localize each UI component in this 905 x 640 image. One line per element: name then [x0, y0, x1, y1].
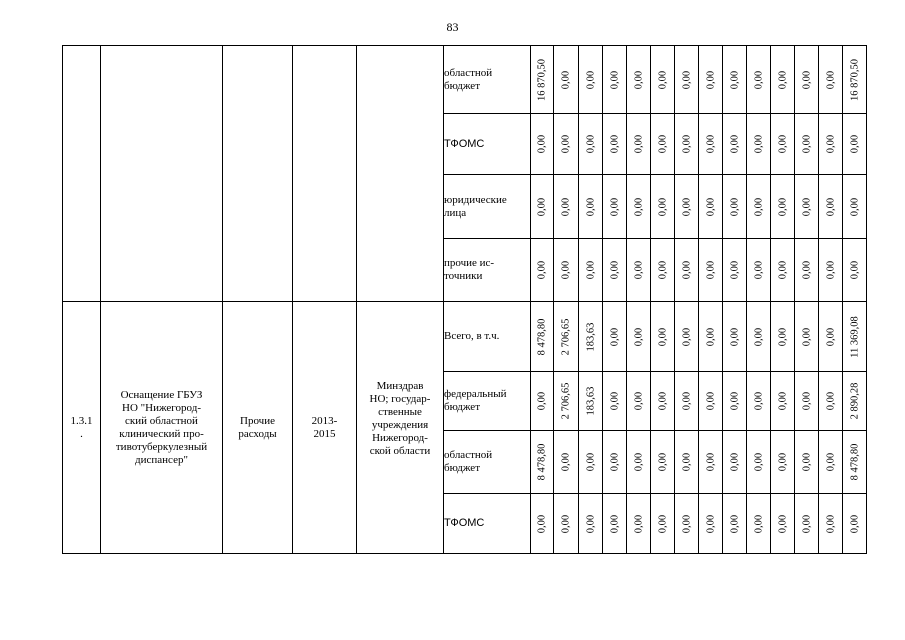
- value-cell: [675, 114, 699, 175]
- value-cell: [603, 114, 627, 175]
- value-cell: [554, 175, 579, 239]
- budget-table: [62, 45, 867, 554]
- value-cell: [819, 114, 843, 175]
- value-text: 0,00: [801, 391, 812, 411]
- item-executor: [357, 302, 444, 554]
- funding-source: [444, 372, 531, 431]
- value-text: 0,00: [801, 70, 812, 89]
- value-text: 0,00: [633, 70, 644, 89]
- value-cell: [603, 431, 627, 494]
- value-cell: [795, 494, 819, 554]
- value-text: 0,00: [825, 327, 836, 346]
- value-cell: [554, 372, 579, 431]
- value-cell: [723, 175, 747, 239]
- value-text: 0,00: [609, 197, 620, 216]
- value-text: 0,00: [849, 260, 860, 280]
- value-cell: [795, 302, 819, 372]
- item-expense-type: [223, 302, 293, 554]
- value-cell: [795, 239, 819, 302]
- total-value-cell: [843, 431, 867, 494]
- value-text: 0,00: [609, 391, 620, 411]
- value-text: 0,00: [825, 391, 836, 411]
- value-cell: [603, 46, 627, 114]
- funding-source: [444, 46, 531, 114]
- value-cell: [675, 372, 699, 431]
- value-text: 0,00: [753, 197, 764, 216]
- value-cell: [627, 239, 651, 302]
- value-cell: [603, 494, 627, 554]
- value-text: 0,00: [753, 70, 764, 89]
- value-cell: [675, 175, 699, 239]
- value-text: 11 369,08: [849, 315, 860, 358]
- value-text: 0,00: [560, 452, 572, 472]
- value-cell: [771, 494, 795, 554]
- value-text: 0,00: [633, 327, 644, 346]
- value-text: 0,00: [585, 70, 596, 89]
- total-value-cell: [843, 494, 867, 554]
- value-cell: [723, 239, 747, 302]
- value-cell: [723, 372, 747, 431]
- value-text: 0,00: [560, 134, 572, 154]
- value-text: 0,00: [681, 134, 692, 154]
- value-cell: [603, 302, 627, 372]
- value-text: 0,00: [801, 452, 812, 472]
- value-text: 0,00: [777, 260, 788, 280]
- value-text: 0,00: [609, 452, 620, 472]
- value-cell: [747, 302, 771, 372]
- value-text: 2 706,65: [560, 318, 572, 355]
- value-text: 0,00: [705, 452, 716, 472]
- value-cell: [699, 239, 723, 302]
- value-text: 0,00: [536, 514, 548, 533]
- value-text: 0,00: [801, 197, 812, 216]
- value-text: 0,00: [633, 452, 644, 472]
- value-cell: [675, 46, 699, 114]
- value-text: 0,00: [657, 391, 668, 411]
- value-text: 0,00: [633, 391, 644, 411]
- value-cell: [699, 372, 723, 431]
- value-text: 0,00: [753, 514, 764, 533]
- value-text: 0,00: [801, 327, 812, 346]
- value-text: 0,00: [536, 391, 548, 411]
- value-text: 0,00: [825, 260, 836, 280]
- value-text: 0,00: [560, 197, 572, 216]
- value-text: 0,00: [536, 260, 548, 280]
- value-cell: [531, 431, 554, 494]
- value-cell: [651, 494, 675, 554]
- value-cell: [579, 494, 603, 554]
- value-text: 0,00: [729, 197, 740, 216]
- value-cell: [795, 114, 819, 175]
- value-cell: [531, 239, 554, 302]
- value-cell: [603, 239, 627, 302]
- value-text: 0,00: [849, 134, 860, 154]
- item-name: [101, 302, 223, 554]
- value-cell: [819, 239, 843, 302]
- number-cell-empty: [63, 46, 101, 302]
- value-cell: [651, 46, 675, 114]
- value-cell: [627, 175, 651, 239]
- value-cell: [579, 175, 603, 239]
- value-cell: [771, 302, 795, 372]
- value-text: 0,00: [849, 197, 860, 216]
- value-text: 0,00: [753, 327, 764, 346]
- value-text: 0,00: [585, 134, 596, 154]
- value-cell: [651, 372, 675, 431]
- value-cell: [554, 494, 579, 554]
- value-cell: [795, 46, 819, 114]
- value-cell: [675, 431, 699, 494]
- value-cell: [627, 431, 651, 494]
- value-cell: [771, 46, 795, 114]
- value-text: 0,00: [729, 391, 740, 411]
- value-text: 0,00: [705, 514, 716, 533]
- value-text: 0,00: [777, 134, 788, 154]
- executor-cell-empty: [357, 46, 444, 302]
- value-text: 0,00: [536, 197, 548, 216]
- value-cell: [579, 239, 603, 302]
- funding-source: [444, 175, 531, 239]
- value-text: 0,00: [705, 327, 716, 346]
- funding-source-label: областной бюджет: [444, 66, 493, 92]
- value-cell: [531, 302, 554, 372]
- value-cell: [627, 494, 651, 554]
- funding-source: [444, 431, 531, 494]
- value-cell: [699, 175, 723, 239]
- value-text: 2 890,28: [849, 382, 860, 420]
- value-cell: [627, 46, 651, 114]
- value-text: 0,00: [705, 134, 716, 154]
- value-text: 0,00: [657, 514, 668, 533]
- value-cell: [531, 46, 554, 114]
- value-cell: [627, 372, 651, 431]
- value-text: 0,00: [585, 260, 596, 280]
- value-cell: [699, 302, 723, 372]
- funding-source-label: прочие ис- точники: [444, 257, 495, 282]
- value-cell: [819, 175, 843, 239]
- value-cell: [747, 46, 771, 114]
- total-value-cell: [843, 175, 867, 239]
- value-text: 0,00: [633, 514, 644, 533]
- value-text: 0,00: [560, 70, 572, 89]
- value-text: 0,00: [609, 134, 620, 154]
- value-text: 0,00: [801, 514, 812, 533]
- value-text: 0,00: [753, 391, 764, 411]
- value-text: 0,00: [825, 70, 836, 89]
- value-cell: [723, 114, 747, 175]
- value-text: 0,00: [609, 327, 620, 346]
- value-text: 0,00: [753, 260, 764, 280]
- value-cell: [699, 114, 723, 175]
- value-cell: [603, 372, 627, 431]
- value-text: 0,00: [681, 327, 692, 346]
- total-value-cell: [843, 239, 867, 302]
- value-text: 0,00: [777, 452, 788, 472]
- value-text: 0,00: [825, 197, 836, 216]
- value-cell: [579, 431, 603, 494]
- value-text: 8 478,80: [849, 443, 860, 481]
- value-text: 0,00: [657, 134, 668, 154]
- name-cell-empty: [101, 46, 223, 302]
- value-text: 0,00: [585, 514, 596, 533]
- value-text: 0,00: [777, 327, 788, 346]
- funding-source: [444, 114, 531, 175]
- value-text: 183,63: [585, 322, 596, 351]
- item-number: [63, 302, 101, 554]
- value-text: 0,00: [729, 70, 740, 89]
- value-cell: [819, 302, 843, 372]
- value-cell: [771, 175, 795, 239]
- value-text: 16 870,50: [849, 58, 860, 101]
- value-cell: [554, 46, 579, 114]
- table-row: [63, 302, 867, 372]
- value-text: 0,00: [657, 260, 668, 280]
- value-cell: [675, 494, 699, 554]
- value-text: 0,00: [681, 452, 692, 472]
- value-text: 0,00: [657, 327, 668, 346]
- value-text: 0,00: [560, 260, 572, 280]
- value-cell: [723, 46, 747, 114]
- value-text: 0,00: [657, 197, 668, 216]
- value-cell: [723, 431, 747, 494]
- page-number: 83: [446, 20, 459, 34]
- value-text: 0,00: [585, 197, 596, 216]
- value-cell: [747, 494, 771, 554]
- value-cell: [579, 372, 603, 431]
- value-cell: [651, 302, 675, 372]
- item-expense-type-text: Прочие расходы: [238, 414, 277, 440]
- value-text: 0,00: [777, 70, 788, 89]
- value-cell: [531, 114, 554, 175]
- value-cell: [699, 494, 723, 554]
- value-cell: [554, 302, 579, 372]
- value-cell: [651, 431, 675, 494]
- value-text: 0,00: [777, 197, 788, 216]
- value-cell: [531, 494, 554, 554]
- total-value-cell: [843, 302, 867, 372]
- value-text: 0,00: [729, 327, 740, 346]
- value-cell: [579, 46, 603, 114]
- value-cell: [771, 239, 795, 302]
- item-period-text: 2013- 2015: [311, 414, 338, 440]
- value-text: 0,00: [729, 134, 740, 154]
- value-cell: [531, 372, 554, 431]
- value-cell: [579, 302, 603, 372]
- expense-type-cell-empty: [223, 46, 293, 302]
- funding-source-label: юридические лица: [444, 193, 507, 219]
- value-text: 0,00: [609, 260, 620, 280]
- value-text: 0,00: [729, 260, 740, 280]
- funding-source-label: ТФОМС: [444, 517, 485, 529]
- value-cell: [771, 431, 795, 494]
- value-text: 0,00: [657, 452, 668, 472]
- value-text: 0,00: [801, 134, 812, 154]
- total-value-cell: [843, 372, 867, 431]
- item-period: [293, 302, 357, 554]
- value-text: 0,00: [825, 134, 836, 154]
- value-cell: [651, 239, 675, 302]
- value-cell: [723, 302, 747, 372]
- value-cell: [554, 114, 579, 175]
- value-text: 0,00: [729, 452, 740, 472]
- funding-source: [444, 494, 531, 554]
- value-cell: [747, 175, 771, 239]
- item-executor-text: Минздрав НО; государ- ственные учреждения Нижегород- ской области: [369, 380, 431, 457]
- value-text: 183,63: [585, 386, 596, 416]
- value-cell: [651, 114, 675, 175]
- value-text: 0,00: [633, 134, 644, 154]
- value-cell: [819, 494, 843, 554]
- value-text: 8 478,80: [536, 443, 548, 481]
- value-cell: [627, 302, 651, 372]
- value-cell: [771, 114, 795, 175]
- item-number-text: 1.3.1 .: [70, 414, 93, 440]
- funding-source-label: ТФОМС: [444, 137, 485, 150]
- value-text: 8 478,80: [536, 318, 548, 355]
- value-text: 0,00: [849, 514, 860, 533]
- table-row: [63, 46, 867, 114]
- value-cell: [795, 175, 819, 239]
- value-cell: [675, 239, 699, 302]
- value-text: 0,00: [560, 514, 572, 533]
- funding-source: [444, 302, 531, 372]
- value-text: 0,00: [609, 514, 620, 533]
- value-text: 0,00: [777, 391, 788, 411]
- value-text: 0,00: [705, 260, 716, 280]
- value-cell: [819, 372, 843, 431]
- funding-source: [444, 239, 531, 302]
- value-text: 0,00: [536, 134, 548, 154]
- value-text: 0,00: [753, 134, 764, 154]
- value-text: 16 870,50: [536, 58, 548, 101]
- value-text: 0,00: [705, 391, 716, 411]
- value-cell: [795, 431, 819, 494]
- value-text: 0,00: [753, 452, 764, 472]
- value-text: 0,00: [825, 452, 836, 472]
- value-cell: [699, 46, 723, 114]
- value-cell: [699, 431, 723, 494]
- value-cell: [771, 372, 795, 431]
- value-cell: [579, 114, 603, 175]
- value-cell: [747, 114, 771, 175]
- value-cell: [747, 431, 771, 494]
- funding-source-label: областной бюджет: [444, 449, 493, 474]
- value-text: 2 706,65: [560, 382, 572, 420]
- funding-source-label: федеральный бюджет: [444, 388, 507, 413]
- value-cell: [795, 372, 819, 431]
- value-text: 0,00: [681, 391, 692, 411]
- value-text: 0,00: [657, 70, 668, 89]
- value-text: 0,00: [681, 514, 692, 533]
- value-text: 0,00: [585, 452, 596, 472]
- value-cell: [675, 302, 699, 372]
- value-cell: [747, 239, 771, 302]
- funding-source-label: Всего, в т.ч.: [444, 330, 500, 342]
- value-cell: [723, 494, 747, 554]
- total-value-cell: [843, 46, 867, 114]
- value-text: 0,00: [777, 514, 788, 533]
- value-cell: [819, 46, 843, 114]
- total-value-cell: [843, 114, 867, 175]
- value-cell: [819, 431, 843, 494]
- value-text: 0,00: [633, 197, 644, 216]
- value-text: 0,00: [801, 260, 812, 280]
- value-cell: [554, 239, 579, 302]
- value-cell: [603, 175, 627, 239]
- value-text: 0,00: [609, 70, 620, 89]
- value-text: 0,00: [705, 197, 716, 216]
- period-cell-empty: [293, 46, 357, 302]
- value-text: 0,00: [729, 514, 740, 533]
- value-cell: [651, 175, 675, 239]
- value-cell: [747, 372, 771, 431]
- value-cell: [627, 114, 651, 175]
- value-cell: [531, 175, 554, 239]
- value-text: 0,00: [681, 70, 692, 89]
- value-text: 0,00: [681, 197, 692, 216]
- value-text: 0,00: [705, 70, 716, 89]
- value-text: 0,00: [681, 260, 692, 280]
- value-text: 0,00: [825, 514, 836, 533]
- value-cell: [554, 431, 579, 494]
- item-name-text: Оснащение ГБУЗ НО "Нижегород- ский областной клинический про- тивотуберкулезный диспансер": [115, 388, 208, 466]
- value-text: 0,00: [633, 260, 644, 280]
